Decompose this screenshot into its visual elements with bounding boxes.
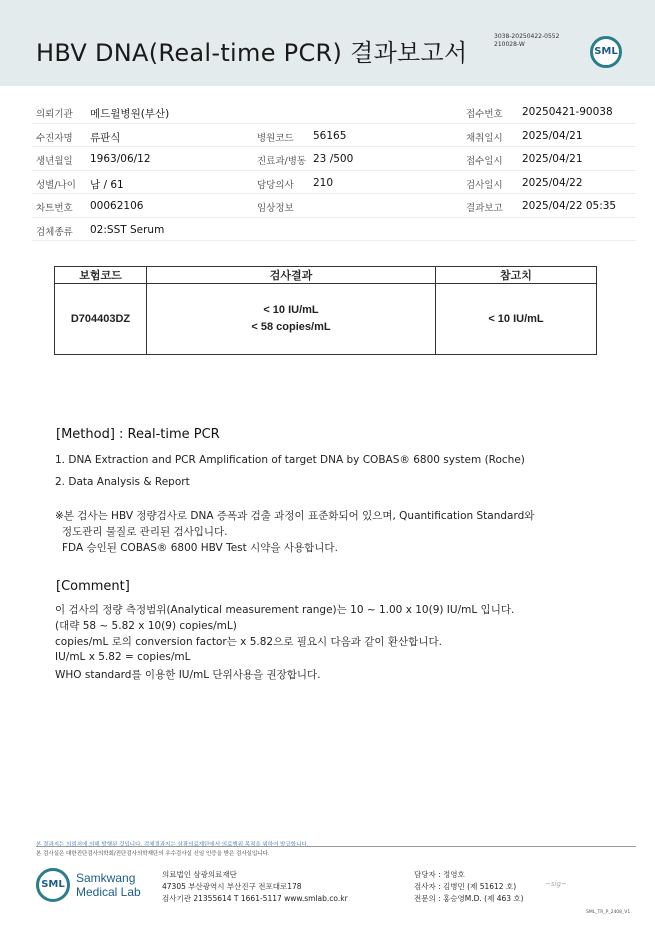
info-value: 23 /500 [313, 153, 354, 165]
info-label: 검사일시 [466, 179, 503, 191]
method-item-1: 1. DNA Extraction and PCR Amplification of target DNA by COBAS® 6800 system (Roche) [55, 454, 525, 466]
info-value: 2025/04/21 [522, 129, 583, 142]
info-label: 성별/나이 [36, 179, 76, 191]
method-note-2: 정도관리 물질로 관리된 검사입니다. [62, 526, 228, 538]
result-table [54, 266, 597, 355]
report-title: HBV DNA(Real-time PCR) 결과보고서 [36, 39, 468, 67]
report-header [0, 0, 655, 86]
comment-line-4: IU/mL x 5.82 = copies/mL [55, 651, 191, 663]
info-label: 검체종류 [36, 226, 73, 238]
result-copies: < 58 copies/mL [251, 321, 331, 333]
info-value: 2025/04/22 [522, 176, 583, 189]
header-test-result: 검사결과 [147, 267, 436, 284]
info-label: 의뢰기관 [36, 109, 73, 120]
info-label: 차트번호 [36, 203, 73, 214]
info-value: 20250421-90038 [522, 106, 613, 118]
staff-list [414, 869, 524, 905]
comment-title: [Comment] [56, 579, 130, 594]
method-note-1: ※본 검사는 HBV 정량검사로 DNA 증폭과 검출 과정이 표준화되어 있으며, Quantification Standard와 [55, 510, 535, 522]
header-reference: 참고치 [436, 267, 597, 284]
comment-line-5: WHO standard를 이용한 IU/mL 단위사용을 권장합니다. [55, 669, 321, 681]
insurance-code: D704403DZ [55, 284, 147, 355]
reference-value: < 10 IU/mL [436, 284, 597, 355]
comment-line-1: 이 검사의 정량 측정범위(Analytical measurement range)는 10 ~ 1.00 x 10(9) IU/mL 입니다. [55, 604, 515, 616]
comment-line-2: (대략 58 ~ 5.82 x 10(9) copies/mL) [55, 620, 237, 632]
signature-image: ~sig~ [545, 880, 567, 888]
footer-note-2: 본 검사실은 대한진단검사의학회/진단검사의학재단의 우수검사실 신임 인증을 받은 검사실입니다. [36, 851, 270, 857]
info-value: 메드윌병원(부산) [90, 108, 170, 120]
info-value: 1963/06/12 [90, 153, 151, 165]
document-id-line-1: 3038-20250422-0552 [494, 33, 560, 40]
info-label: 임상정보 [257, 203, 294, 214]
info-value: 류판식 [90, 131, 121, 144]
info-row [32, 100, 636, 124]
info-label: 결과보고 [466, 203, 503, 214]
info-value: 2025/04/22 05:35 [522, 200, 617, 212]
lab-address [162, 869, 348, 905]
staff-line-2: 검사자 : 김병민 (제 51612 호) [414, 882, 517, 891]
comment-line-3: copies/mL 로의 conversion factor는 x 5.82으로 필요시 다음과 같이 환산합니다. [55, 636, 442, 648]
sml-logo-text: SML [594, 46, 618, 57]
address-line-1: 의료법인 삼광의료재단 [162, 870, 237, 879]
form-code: SML_TR_P_2408_V1 [586, 910, 631, 915]
lab-name-line-1: Samkwang [76, 871, 136, 885]
info-label: 수진자명 [36, 132, 73, 144]
info-row [32, 147, 636, 171]
document-id [494, 33, 559, 49]
address-line-3: 검사기관 21355614 T 1661-5117 www.smlab.co.kr [162, 894, 348, 903]
info-value: 00062106 [90, 200, 144, 212]
info-label: 진료과/병동 [257, 156, 307, 167]
info-label: 접수번호 [466, 109, 503, 120]
info-label: 병원코드 [257, 132, 294, 144]
info-value: 남 / 61 [90, 178, 124, 191]
footer-divider [36, 846, 636, 847]
info-value: 2025/04/21 [522, 153, 583, 165]
document-id-line-2: 210028-W [494, 41, 525, 48]
staff-line-1: 담당자 : 정영호 [414, 870, 465, 879]
info-value: 210 [313, 176, 334, 189]
samkwang-logo-text: SML [41, 879, 65, 890]
method-item-2: 2. Data Analysis & Report [55, 476, 190, 488]
table-row [55, 284, 597, 355]
lab-name-line-2: Medical Lab [76, 885, 141, 899]
footer-note-1: 본 결과지는 의뢰처에 의해 발행된 것입니다. 검체결과지는 삼광의료재단에서 의료행위 목적을 위하여 발급합니다. [36, 842, 309, 848]
info-label: 생년월일 [36, 156, 73, 167]
info-row [32, 218, 636, 242]
samkwang-logo-icon [36, 868, 70, 902]
staff-line-3: 전문의 : 홍승영M.D. (제 463 호) [414, 894, 524, 903]
info-label: 채취일시 [466, 132, 503, 144]
info-value: 56165 [313, 129, 347, 142]
result-iu: < 10 IU/mL [263, 304, 319, 316]
info-row [32, 194, 636, 218]
info-value: 02:SST Serum [90, 223, 165, 236]
sml-logo-icon [590, 36, 622, 68]
info-row [32, 171, 636, 195]
info-label: 접수일시 [466, 156, 503, 167]
lab-name [76, 871, 141, 899]
test-result [147, 284, 436, 355]
method-title: [Method] : Real-time PCR [56, 427, 220, 442]
patient-info-table [32, 100, 636, 241]
header-insurance-code: 보험코드 [55, 267, 147, 284]
info-row [32, 124, 636, 148]
info-label: 담당의사 [257, 179, 294, 191]
method-note-3: FDA 승인된 COBAS® 6800 HBV Test 시약을 사용합니다. [62, 542, 338, 554]
address-line-2: 47305 부산광역시 부산진구 전포대로178 [162, 882, 302, 891]
